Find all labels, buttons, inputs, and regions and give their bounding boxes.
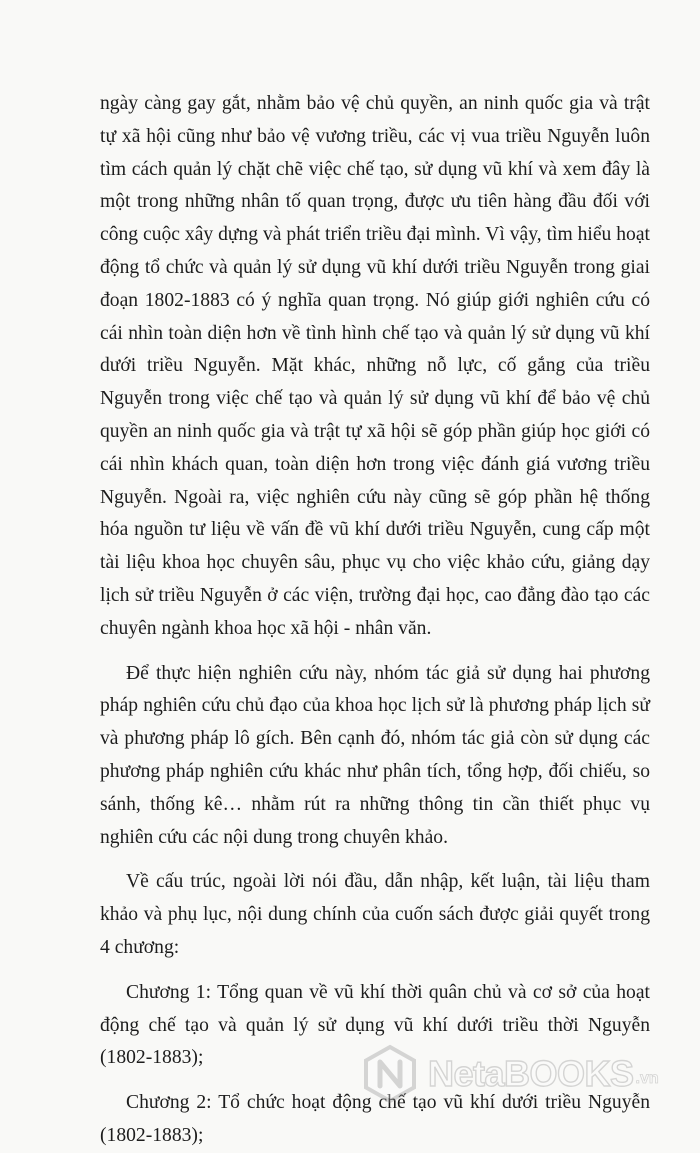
netabooks-watermark	[360, 1042, 690, 1106]
paragraph-chapter-1: Chương 1: Tổng quan về vũ khí thời quân chủ và cơ sở của hoạt động chế tạo và quản lý sử dụng vũ khí dưới triều thời Nguyễn (1802-1883);	[100, 981, 650, 1069]
book-page-body	[100, 88, 650, 1153]
watermark-brand: NetaBOOKS	[428, 1053, 634, 1094]
paragraph-2: Để thực hiện nghiên cứu này, nhóm tác giả sử dụng hai phương pháp nghiên cứu chủ đạo của khoa học lịch sử là phương pháp lịch sử và phương pháp lô gích. Bên cạnh đó, nhóm tác giả còn sử dụng các phương pháp nghiên cứu khác như phân tích, tổng hợp, đối chiếu, so sánh, thống kê… nhằm rút ra những thông tin cần thiết phục vụ nghiên cứu các nội dung trong chuyên khảo.	[100, 662, 650, 848]
paragraph-1: ngày càng gay gắt, nhằm bảo vệ chủ quyền, an ninh quốc gia và trật tự xã hội cũng như bảo vệ vương triều, các vị vua triều Nguyễn luôn tìm cách quản lý chặt chẽ việc chế tạo, sử dụng vũ khí và xem đây là một trong những nhân tố quan trọng, được ưu tiên hàng đầu đối với công cuộc xây dựng và phát triển triều đại mình. Vì vậy, tìm hiểu hoạt động tổ chức và quản lý sử dụng vũ khí dưới triều Nguyễn trong giai đoạn 1802-1883 có ý nghĩa quan trọng. Nó giúp giới nghiên cứu có cái nhìn toàn diện hơn về tình hình chế tạo và quản lý sử dụng vũ khí dưới triều Nguyễn. Mặt khác, những nỗ lực, cố gắng của triều Nguyễn trong việc chế tạo và quản lý sử dụng vũ khí để bảo vệ chủ quyền an ninh quốc gia và trật tự xã hội sẽ góp phần giúp học giới có cái nhìn khách quan, toàn diện hơn trong việc đánh giá vương triều Nguyễn. Ngoài ra, việc nghiên cứu này cũng sẽ góp phần hệ thống hóa nguồn tư liệu về vấn đề vũ khí dưới triều Nguyễn, cung cấp một tài liệu khoa học chuyên sâu, phục vụ cho việc khảo cứu, giảng dạy lịch sử triều Nguyễn ở các viện, trường đại học, cao đẳng đào tạo các chuyên ngành khoa học xã hội - nhân văn.	[100, 93, 650, 639]
paragraph-chapter-2: Chương 2: Tổ chức hoạt động chế tạo vũ khí dưới triều Nguyễn (1802-1883);	[100, 1092, 650, 1146]
watermark-suffix: .vn	[635, 1070, 659, 1087]
netabooks-n-logo-icon	[360, 1044, 420, 1104]
paragraph-3: Về cấu trúc, ngoài lời nói đầu, dẫn nhập, kết luận, tài liệu tham khảo và phụ lục, nội dung chính của cuốn sách được giải quyết trong 4 chương:	[100, 871, 650, 958]
